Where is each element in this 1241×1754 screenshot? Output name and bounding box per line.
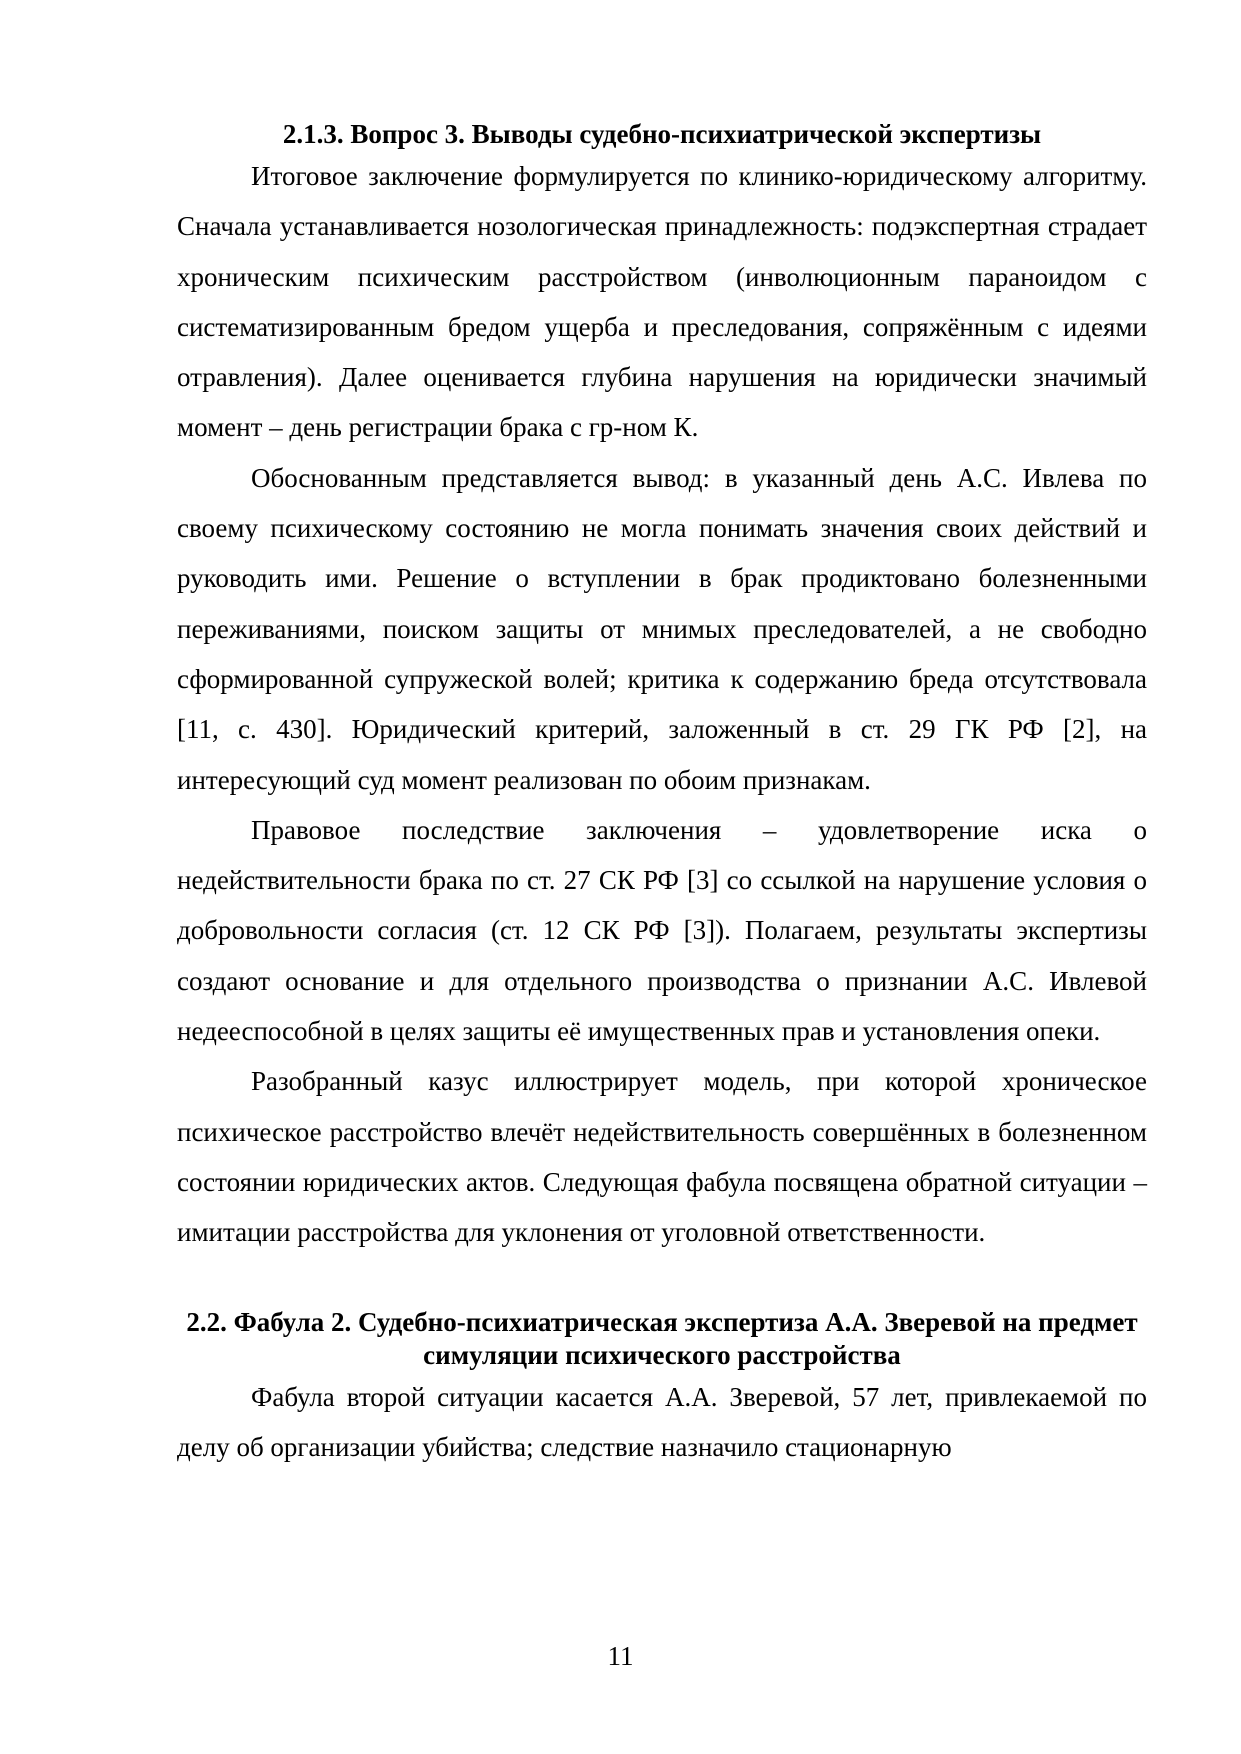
page-number: 11 bbox=[607, 1641, 634, 1671]
paragraph-conclusion-algorithm: Итоговое заключение формулируется по клинико-юридическому алгоритму. Сначала устанавливается нозологическая принадлежность: подэкспертная страдает хроническим психическим расстройством (инволюционным параноидом с систематизированным бредом ущерба и преследования, сопряжённым с идеями отравления). Далее оценивается глубина нарушения на юридически значимый момент – день регистрации брака с гр-ном К. bbox=[177, 161, 1147, 443]
section-heading: 2.1.3. Вопрос 3. Выводы судебно-психиатрической экспертизы bbox=[282, 119, 1042, 149]
paragraph-justified-conclusion: Обоснованным представляется вывод: в указанный день А.С. Ивлева по своему психическому состоянию не могла понимать значения своих действий и руководить ими. Решение о вступлении в брак продиктовано болезненными переживаниями, поиском защиты от мнимых преследователей, а не свободно сформированной супружеской волей; критика к содержанию бреда отсутствовала [11, с. 430]. Юридический критерий, заложенный в ст. 29 ГК РФ [2], на интересующий суд момент реализован по обоим признакам. bbox=[177, 462, 1147, 795]
paragraph-second-case-intro: Фабула второй ситуации касается А.А. Зверевой, 57 лет, привлекаемой по делу об организации убийства; следствие назначило стационарную bbox=[177, 1381, 1147, 1462]
page-content bbox=[177, 118, 1147, 1472]
subsection-heading: 2.2. Фабула 2. Судебно-психиатрическая экспертиза А.А. Зверевой на предмет симуляции психического расстройства bbox=[186, 1306, 1138, 1370]
paragraph-legal-consequence: Правовое последствие заключения – удовлетворение иска о недействительности брака по ст. 27 СК РФ [3] со ссылкой на нарушение условия о добровольности согласия (ст. 12 СК РФ [3]). Полагаем, результаты экспертизы создают основание и для отдельного производства о признании А.С. Ивлевой недееспособной в целях защиты её имущественных прав и установления опеки. bbox=[177, 814, 1147, 1047]
paragraph-case-summary: Разобранный казус иллюстрирует модель, при которой хроническое психическое расстройство влечёт недействительность совершённых в болезненном состоянии юридических актов. Следующая фабула посвящена обратной ситуации – имитации расстройства для уклонения от уголовной ответственности. bbox=[177, 1066, 1147, 1248]
